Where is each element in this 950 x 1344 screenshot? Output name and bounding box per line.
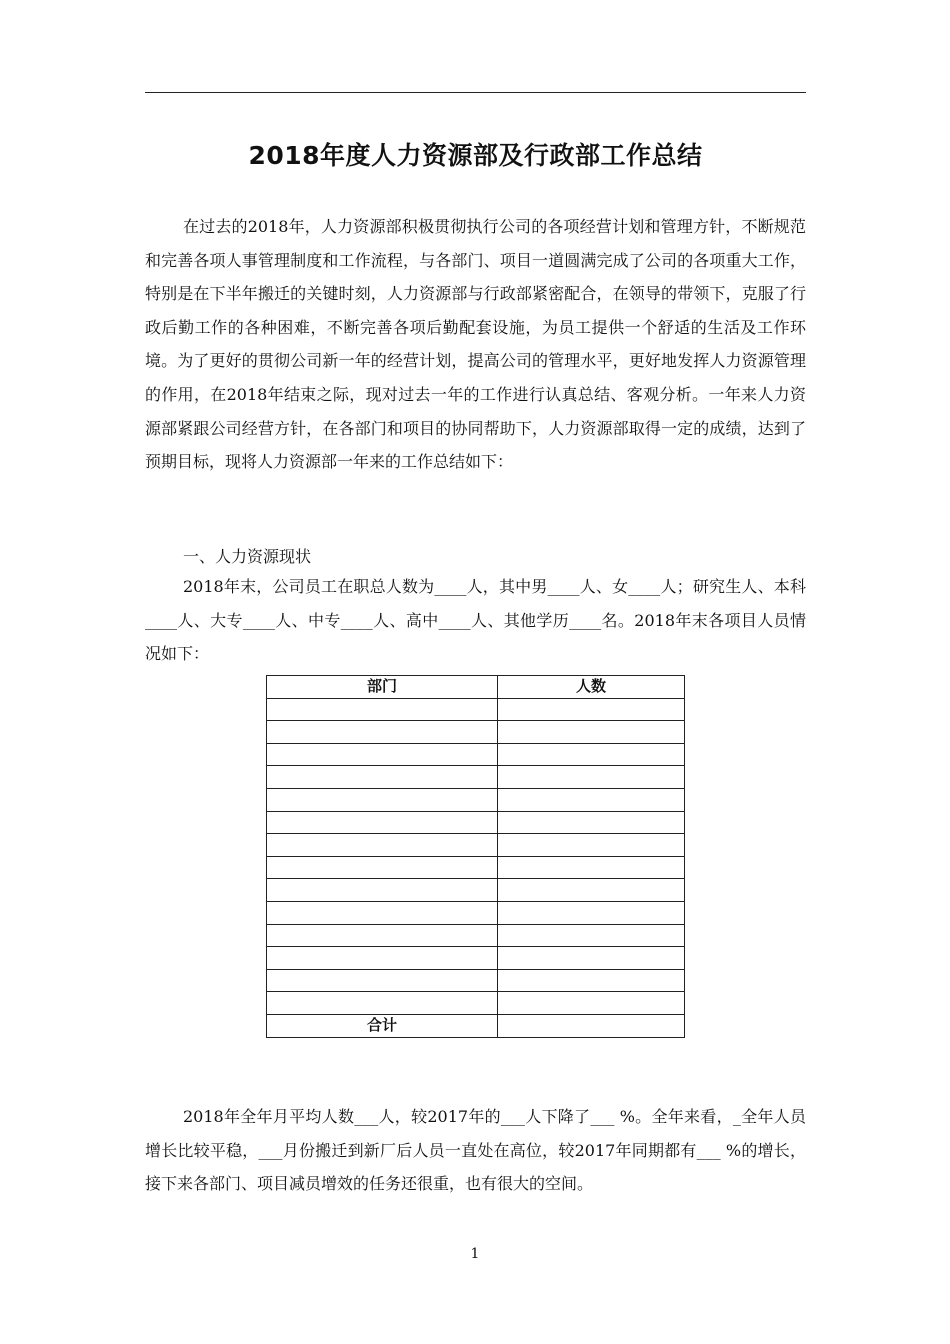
headcount-cell <box>498 947 685 970</box>
table-row <box>267 788 685 811</box>
intro-paragraph: 在过去的2018年，人力资源部积极贯彻执行公司的各项经营计划和管理方针，不断规范和完善各项人事管理制度和工作流程，与各部门、项目一道圆满完成了公司的各项重大工作，特别是在下半年搬迁的关键时刻，人力资源部与行政部紧密配合，在领导的带领下，克服了行政后勤工作的各种困难，不断完善各项后勤配套设施，为员工提供一个舒适的生活及工作环境。为了更好的贯彻公司新一年的经营计划，提高公司的管理水平，更好地发挥人力资源管理的作用，在2018年结束之际，现对过去一年的工作进行认真总结、客观分析。一年来人力资源部紧跟公司经营方针，在各部门和项目的协同帮助下，人力资源部取得一定的成绩，达到了预期目标，现将人力资源部一年来的工作总结如下： <box>145 217 806 472</box>
headcount-cell <box>498 788 685 811</box>
headcount-cell <box>498 811 685 834</box>
table-row <box>267 992 685 1015</box>
department-cell <box>267 924 498 947</box>
table-row <box>267 811 685 834</box>
table-row <box>267 901 685 924</box>
table-row <box>267 834 685 857</box>
headcount-cell <box>498 698 685 721</box>
headcount-cell <box>498 856 685 879</box>
department-cell <box>267 721 498 744</box>
department-cell <box>267 811 498 834</box>
headcount-cell <box>498 901 685 924</box>
department-cell <box>267 947 498 970</box>
table-row <box>267 698 685 721</box>
table-row <box>267 879 685 902</box>
document-title: 2018年度人力资源部及行政部工作总结 <box>248 141 703 170</box>
column-header-headcount: 人数 <box>498 676 685 699</box>
department-cell <box>267 879 498 902</box>
department-cell <box>267 856 498 879</box>
total-label: 合计 <box>267 1014 498 1037</box>
department-cell <box>267 992 498 1015</box>
department-cell <box>267 743 498 766</box>
headcount-cell <box>498 743 685 766</box>
headcount-cell <box>498 834 685 857</box>
total-value <box>498 1014 685 1037</box>
headcount-cell <box>498 766 685 789</box>
page-number: 1 <box>470 1246 480 1262</box>
staff-table <box>266 675 685 1038</box>
table-row <box>267 743 685 766</box>
table-total-row <box>267 1014 685 1037</box>
table-row <box>267 947 685 970</box>
department-cell <box>267 698 498 721</box>
table-row <box>267 924 685 947</box>
headcount-cell <box>498 992 685 1015</box>
table-header-row <box>267 676 685 699</box>
headcount-cell <box>498 721 685 744</box>
closing-paragraph: 2018年全年月平均人数___人，较2017年的___人下降了___ %。全年来看，_全年人员增长比较平稳，___月份搬迁到新厂后人员一直处在高位，较2017年同期都有___ %的增长，接下来各部门、项目减员增效的任务还很重，也有很大的空间。 <box>145 1107 806 1194</box>
department-cell <box>267 834 498 857</box>
table-row <box>267 969 685 992</box>
department-cell <box>267 788 498 811</box>
column-header-department: 部门 <box>267 676 498 699</box>
table-row <box>267 766 685 789</box>
department-cell <box>267 766 498 789</box>
table-row <box>267 856 685 879</box>
headcount-cell <box>498 969 685 992</box>
table-row <box>267 721 685 744</box>
headcount-cell <box>498 879 685 902</box>
section-heading: 一、人力资源现状 <box>183 547 312 566</box>
header-rule <box>145 92 806 93</box>
table-body <box>267 698 685 1037</box>
headcount-cell <box>498 924 685 947</box>
section-paragraph: 2018年末，公司员工在职总人数为____人，其中男____人、女____人；研究生人、本科____人、大专____人、中专____人、高中____人、其他学历____名。2018年末各项目人员情况如下： <box>145 577 806 664</box>
department-cell <box>267 969 498 992</box>
department-cell <box>267 901 498 924</box>
